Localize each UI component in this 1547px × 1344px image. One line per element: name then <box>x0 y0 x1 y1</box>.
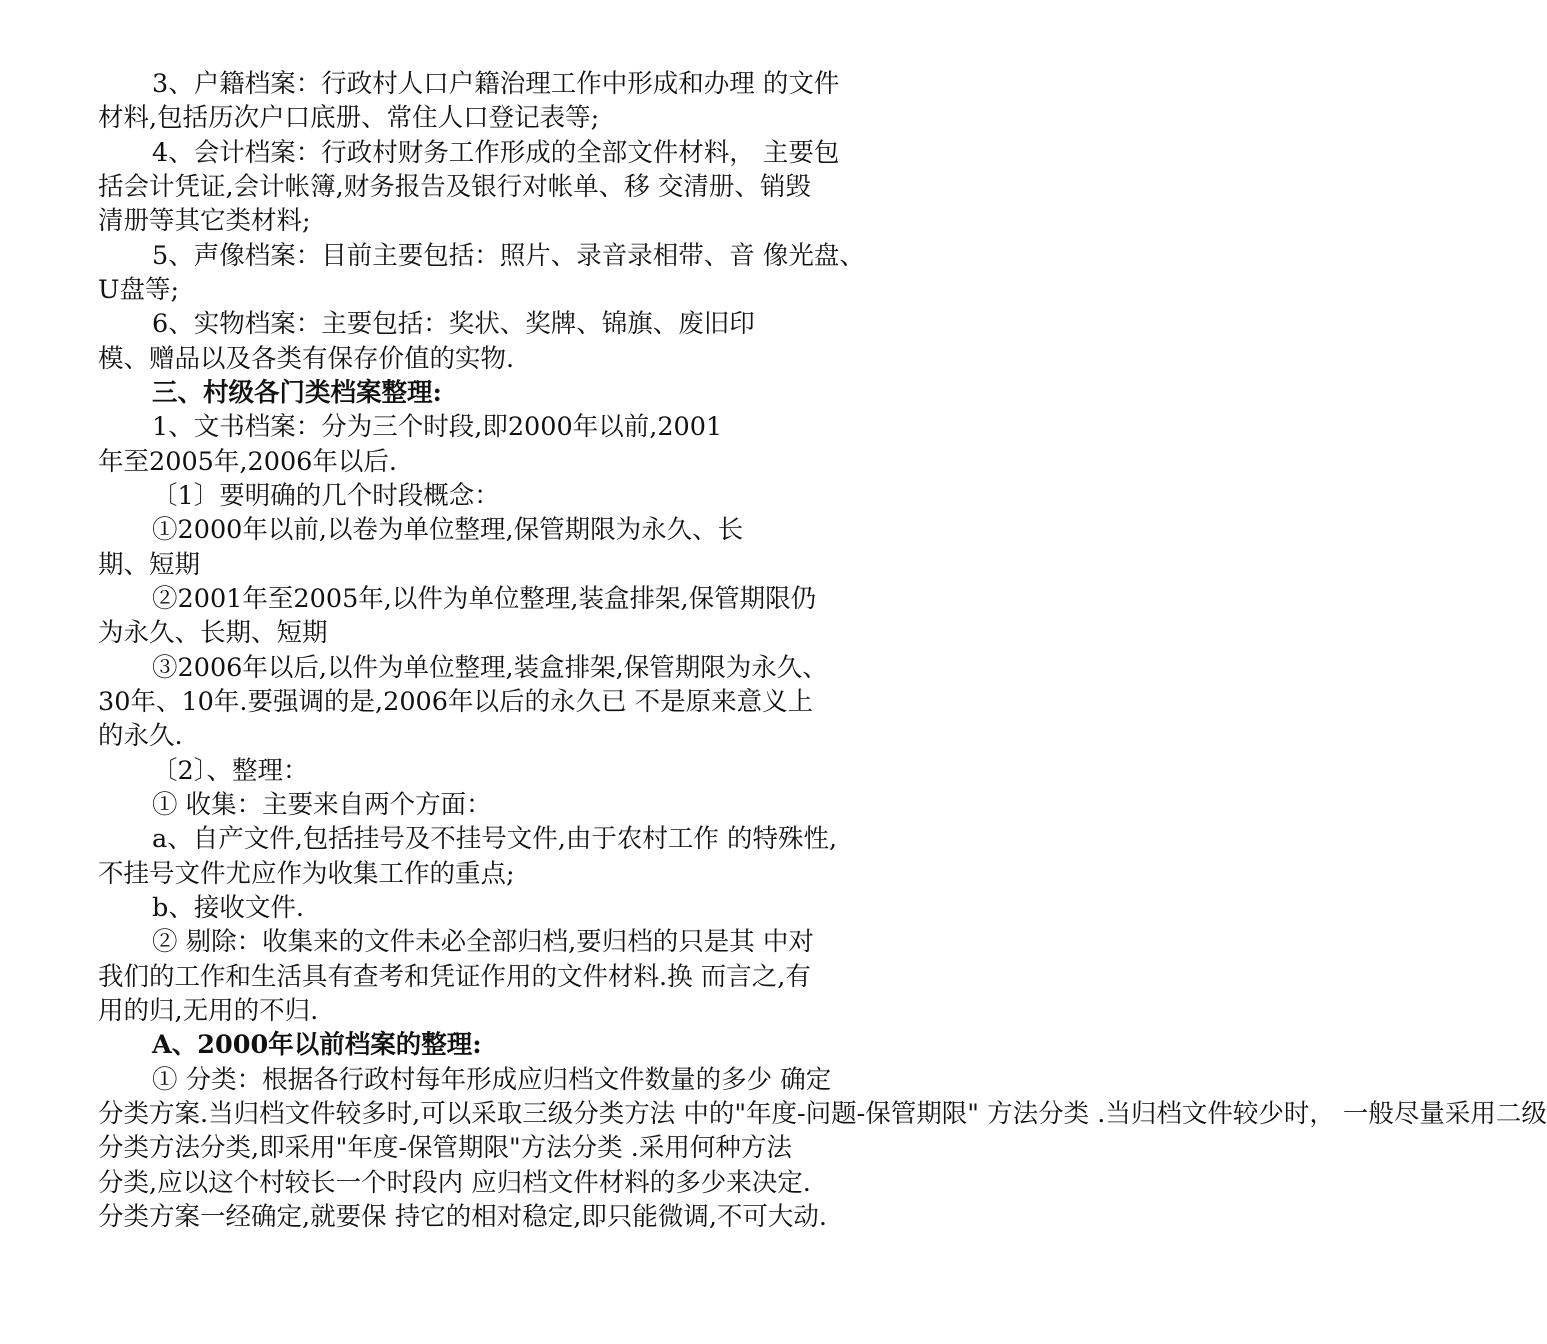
paragraph-line: 1、文书档案：分为三个时段,即2000年以前,2001 <box>152 412 723 442</box>
paragraph-line: 清册等其它类材料; <box>98 206 311 236</box>
paragraph-line: 模、赠品以及各类有保存价值的实物. <box>98 344 515 374</box>
paragraph-line: ② 剔除：收集来的文件未必全部归档,要归档的只是其 中对 <box>152 927 814 957</box>
paragraph-line: ① 分类：根据各行政村每年形成应归档文件数量的多少 确定 <box>152 1065 832 1095</box>
paragraph-line: 〔2〕、整理： <box>152 756 309 786</box>
paragraph-line: 30年、10年.要强调的是,2006年以后的永久已 不是原来意义上 <box>98 687 814 717</box>
paragraph-line: ① 收集：主要来自两个方面： <box>152 790 492 820</box>
paragraph-line: 6、实物档案：主要包括：奖状、奖牌、锦旗、废旧印 <box>152 309 755 339</box>
paragraph-line: ①2000年以前,以卷为单位整理,保管期限为永久、长 <box>152 515 744 545</box>
paragraph-line: 的永久. <box>98 721 183 751</box>
paragraph-line: 为永久、长期、短期 <box>98 618 328 648</box>
paragraph-line: 不挂号文件尤应作为收集工作的重点; <box>98 859 515 889</box>
paragraph-line: 分类方案一经确定,就要保 持它的相对稳定,即只能微调,不可大动. <box>98 1202 828 1232</box>
paragraph-line: 分类方法分类,即采用"年度-保管期限"方法分类 .采用何种方法 <box>98 1133 792 1163</box>
paragraph-line: 4、会计档案：行政村财务工作形成的全部文件材料， 主要包 <box>152 138 840 168</box>
paragraph-line: 分类,应以这个村较长一个时段内 应归档文件材料的多少来决定. <box>98 1168 811 1198</box>
paragraph-line: 期、短期 <box>98 550 201 580</box>
paragraph-line: 5、声像档案：目前主要包括：照片、录音录相带、音 像光盘、 <box>152 241 865 271</box>
section-heading: A、2000年以前档案的整理: <box>152 1030 482 1060</box>
paragraph-line: 我们的工作和生活具有查考和凭证作用的文件材料.换 而言之,有 <box>98 962 811 992</box>
paragraph-line: b、接收文件. <box>152 893 304 923</box>
paragraph-line: 〔1〕要明确的几个时段概念： <box>152 481 500 511</box>
paragraph-line: 材料,包括历次户口底册、常住人口登记表等; <box>98 103 600 133</box>
paragraph-line: U盘等; <box>98 275 180 305</box>
paragraph-line: ②2001年至2005年,以件为单位整理,装盒排架,保管期限仍 <box>152 584 817 614</box>
paragraph-line: 用的归,无用的不归. <box>98 996 319 1026</box>
section-heading: 三、村级各门类档案整理: <box>152 378 442 408</box>
paragraph-line: 括会计凭证,会计帐簿,财务报告及银行对帐单、移 交清册、销毁 <box>98 172 811 202</box>
paragraph-line: 年至2005年,2006年以后. <box>98 447 398 477</box>
paragraph-line: ③2006年以后,以件为单位整理,装盒排架,保管期限为永久、 <box>152 653 828 683</box>
paragraph-line: a、自产文件,包括挂号及不挂号文件,由于农村工作 的特殊性, <box>152 824 838 854</box>
paragraph-line: 3、户籍档案：行政村人口户籍治理工作中形成和办理 的文件 <box>152 69 840 99</box>
paragraph-line: 分类方案.当归档文件较多时,可以采取三级分类方法 中的"年度-问题-保管期限" 方法分类 .当归档文件较少时， 一般尽量采用二级 <box>98 1099 1547 1129</box>
